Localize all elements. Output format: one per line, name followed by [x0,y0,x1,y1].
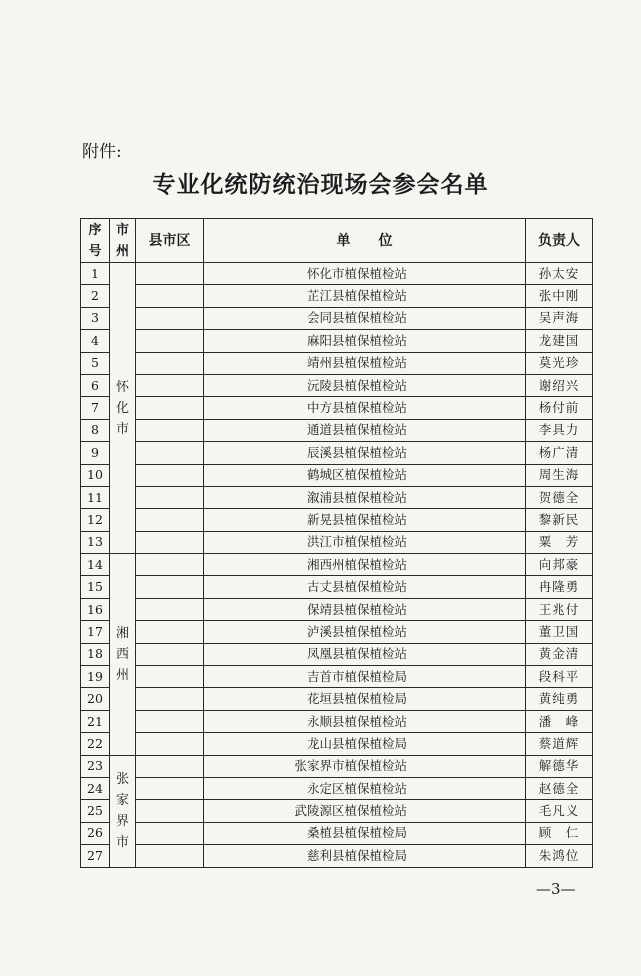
unit-cell: 武陵源区植保植检站 [204,800,526,822]
seq-cell: 24 [81,777,110,799]
table-row [81,822,593,844]
seq-cell: 3 [81,307,110,329]
county-cell [136,598,204,620]
seq-cell: 2 [81,285,110,307]
unit-cell: 泸溪县植保植检站 [204,621,526,643]
county-cell [136,397,204,419]
unit-cell: 鹤城区植保植检站 [204,464,526,486]
unit-cell: 永定区植保植检站 [204,777,526,799]
person-cell: 吴声海 [526,307,593,329]
unit-cell: 吉首市植保植检局 [204,666,526,688]
seq-cell: 12 [81,509,110,531]
seq-cell: 22 [81,733,110,755]
county-cell [136,710,204,732]
table-row [81,486,593,508]
header-person: 负责人 [526,219,593,263]
person-cell: 黄纯勇 [526,688,593,710]
county-cell [136,464,204,486]
county-cell [136,486,204,508]
person-cell: 杨付前 [526,397,593,419]
unit-cell: 保靖县植保植检站 [204,598,526,620]
seq-cell: 17 [81,621,110,643]
person-cell: 张中刚 [526,285,593,307]
person-cell: 粟 芳 [526,531,593,553]
unit-cell: 慈利县植保植检局 [204,845,526,867]
unit-cell: 凤凰县植保植检站 [204,643,526,665]
county-cell [136,777,204,799]
seq-cell: 25 [81,800,110,822]
county-cell [136,307,204,329]
county-cell [136,666,204,688]
person-cell: 黄金清 [526,643,593,665]
unit-cell: 芷江县植保植检站 [204,285,526,307]
seq-cell: 10 [81,464,110,486]
unit-cell: 会同县植保植检站 [204,307,526,329]
table-row [81,374,593,396]
unit-cell: 中方县植保植检站 [204,397,526,419]
person-cell: 孙太安 [526,263,593,285]
county-cell [136,531,204,553]
annex-label: 附件: [82,142,122,162]
person-cell: 李具力 [526,419,593,441]
seq-cell: 26 [81,822,110,844]
header-city: 市 州 [110,219,136,263]
seq-cell: 20 [81,688,110,710]
table-row [81,464,593,486]
table-row [81,330,593,352]
person-cell: 黎新民 [526,509,593,531]
person-cell: 王兆付 [526,598,593,620]
table-row [81,419,593,441]
unit-cell: 张家界市植保植检站 [204,755,526,777]
county-cell [136,576,204,598]
unit-cell: 新晃县植保植检站 [204,509,526,531]
person-cell: 段科平 [526,666,593,688]
county-cell [136,330,204,352]
unit-cell: 怀化市植保植检站 [204,263,526,285]
county-cell [136,352,204,374]
unit-cell: 龙山县植保植检局 [204,733,526,755]
person-cell: 向邦豪 [526,554,593,576]
seq-cell: 9 [81,442,110,464]
unit-cell: 沅陵县植保植检站 [204,374,526,396]
table-row [81,598,593,620]
seq-cell: 18 [81,643,110,665]
person-cell: 冉隆勇 [526,576,593,598]
seq-cell: 11 [81,486,110,508]
document-title: 专业化统防统治现场会参会名单 [152,171,489,198]
table-row [81,509,593,531]
table-row [81,800,593,822]
city-cell: 湘 西 州 [110,554,136,756]
seq-cell: 19 [81,666,110,688]
unit-cell: 麻阳县植保植检站 [204,330,526,352]
header-seq: 序 号 [81,219,110,263]
person-cell: 毛凡义 [526,800,593,822]
attendee-table [80,218,593,868]
person-cell: 朱鸿位 [526,845,593,867]
page-number: —3— [536,880,576,898]
person-cell: 蔡道辉 [526,733,593,755]
seq-cell: 7 [81,397,110,419]
table-row [81,263,593,285]
table-row [81,554,593,576]
person-cell: 顾 仁 [526,822,593,844]
table-header [81,219,593,263]
unit-cell: 湘西州植保植检站 [204,554,526,576]
table-row [81,285,593,307]
header-county: 县市区 [136,219,204,263]
county-cell [136,621,204,643]
unit-cell: 花垣县植保植检局 [204,688,526,710]
county-cell [136,733,204,755]
county-cell [136,419,204,441]
seq-cell: 27 [81,845,110,867]
table-row [81,643,593,665]
county-cell [136,263,204,285]
table-row [81,621,593,643]
county-cell [136,755,204,777]
person-cell: 贺德全 [526,486,593,508]
seq-cell: 13 [81,531,110,553]
table-row [81,442,593,464]
person-cell: 周生海 [526,464,593,486]
city-cell: 张 家 界 市 [110,755,136,867]
county-cell [136,442,204,464]
person-cell: 龙建国 [526,330,593,352]
table-row [81,666,593,688]
county-cell [136,822,204,844]
person-cell: 杨广清 [526,442,593,464]
table-body [81,263,593,868]
seq-cell: 14 [81,554,110,576]
county-cell [136,554,204,576]
table-row [81,755,593,777]
unit-cell: 古丈县植保植检站 [204,576,526,598]
seq-cell: 8 [81,419,110,441]
table-row [81,845,593,867]
seq-cell: 23 [81,755,110,777]
person-cell: 董卫国 [526,621,593,643]
seq-cell: 1 [81,263,110,285]
county-cell [136,509,204,531]
county-cell [136,643,204,665]
county-cell [136,845,204,867]
person-cell: 谢绍兴 [526,374,593,396]
person-cell: 莫光珍 [526,352,593,374]
table-row [81,307,593,329]
header-unit: 单 位 [204,219,526,263]
unit-cell: 永顺县植保植检站 [204,710,526,732]
table-row [81,710,593,732]
unit-cell: 洪江市植保植检站 [204,531,526,553]
person-cell: 赵德全 [526,777,593,799]
header-row [81,219,593,263]
table-row [81,688,593,710]
unit-cell: 靖州县植保植检站 [204,352,526,374]
seq-cell: 5 [81,352,110,374]
person-cell: 解德华 [526,755,593,777]
seq-cell: 15 [81,576,110,598]
county-cell [136,285,204,307]
table-row [81,352,593,374]
seq-cell: 21 [81,710,110,732]
seq-cell: 6 [81,374,110,396]
county-cell [136,688,204,710]
table-row [81,531,593,553]
county-cell [136,374,204,396]
table-row [81,576,593,598]
city-cell: 怀 化 市 [110,263,136,554]
table-row [81,397,593,419]
county-cell [136,800,204,822]
person-cell: 潘 峰 [526,710,593,732]
unit-cell: 溆浦县植保植检站 [204,486,526,508]
table-row [81,733,593,755]
unit-cell: 辰溪县植保植检站 [204,442,526,464]
seq-cell: 4 [81,330,110,352]
unit-cell: 桑植县植保植检局 [204,822,526,844]
unit-cell: 通道县植保植检站 [204,419,526,441]
seq-cell: 16 [81,598,110,620]
table-row [81,777,593,799]
